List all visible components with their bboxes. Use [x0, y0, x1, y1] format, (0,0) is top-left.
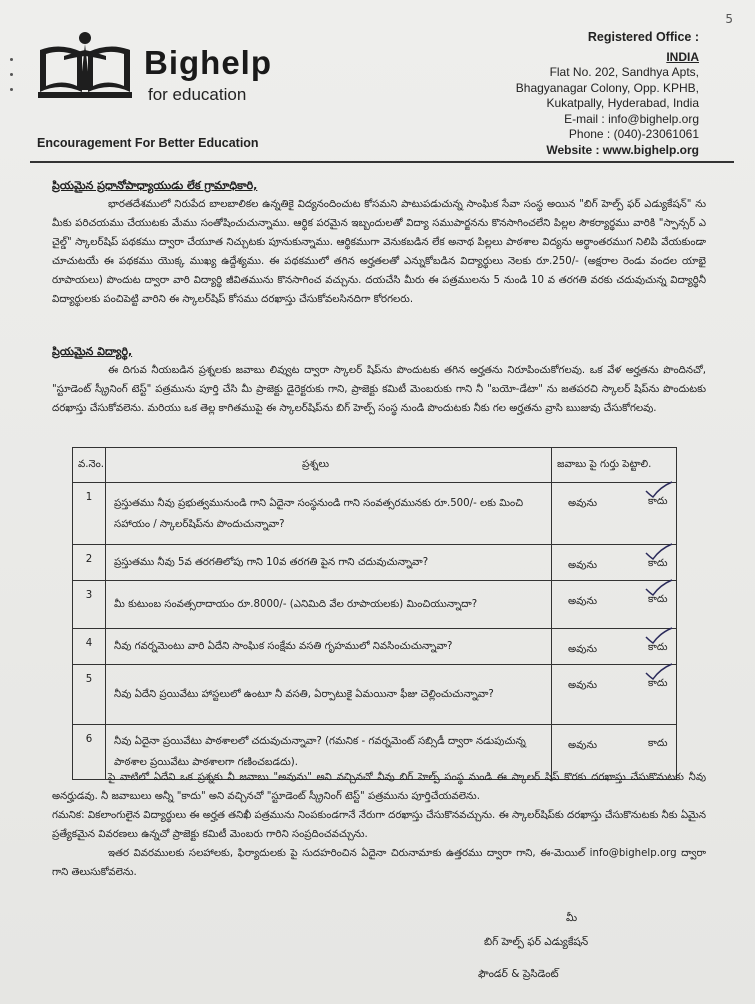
salutation-headmaster: ప్రియమైన ప్రధానోపాధ్యాయుడు లేక గ్రామాధికారి,	[52, 179, 258, 192]
checkmark-icon	[644, 543, 674, 561]
row-question: నీవు ఏదైనా ప్రయివేటు పాఠశాలలో చదువుచున్నావా? (గమనిక - గవర్నమెంట్ సబ్సిడీ ద్వారా నడుపుచున్న పాఠశాల ప్రయివేటు పాఠశాలగా గణించబడదు).	[106, 725, 552, 780]
brand-name: Bighelp	[144, 44, 272, 81]
row-num: 3	[73, 581, 106, 629]
page-number: 5	[725, 12, 733, 26]
row-question: నీవు గవర్నమెంటు వారి ఏదేని సాంఘిక సంక్షేమ వసతి గృహములో నివసించుచున్నావా?	[106, 629, 552, 665]
answer-cell	[552, 483, 677, 545]
letter-section-student	[52, 342, 706, 418]
office-phone: Phone : (040)-23061061	[568, 127, 699, 141]
row-question: ప్రస్తుతము నీవు 5వ తరగతిలోపు గాని 10వ తరగతి పైన గాని చదువుచున్నావా?	[106, 545, 552, 581]
book-person-icon	[36, 30, 134, 102]
closing-org: బిగ్ హెల్ప్ ఫర్ ఎడ్యుకేషన్	[484, 936, 589, 948]
paragraph-contact: ఇతర వివరములకు సలహాలకు, ఫిర్యాదులకు పై సుదహరించిన ఏదైనా చిరునామాకు ఉత్తరము ద్వారా గాని, ఈ-మెయిల్ info@bighelp.org ద్వారా గాని తెలుసుకోవలెను.	[52, 848, 706, 878]
office-country: INDIA	[666, 49, 699, 64]
row-question: ప్రస్తుతము నీవు ప్రభుత్వమునుండి గాని ఏదైనా సంస్థనుండి గాని సంవత్సరమునకు రూ.500/- లకు మించి సహాయం / స్కాలర్‌షిప్‌ను పొందుచున్నావా?	[106, 483, 552, 545]
row-num: 1	[73, 483, 106, 545]
paragraph-eligibility: పై వాటిలో ఏదేని ఒక ప్రశ్నకు నీ జవాబు "అవును" అని వచ్చినచో నీవు బిగ్ హెల్ప్ సంస్థ నుండి ఈ స్కాలర్ షిప్ కొరకు దరఖాస్తు చేసుకొనుటకు నీవు అనర్హుడవు. నీ జవాబులు అన్నీ "కాదు" అని వచ్చినచో "స్టూడెంట్ స్క్రీనింగ్ టెస్ట్" పత్రమును పూర్తిచేయవలెను.	[52, 772, 706, 802]
checkmark-icon	[644, 663, 674, 681]
checkmark-icon	[644, 627, 674, 645]
answer-no[interactable]: కాదు	[648, 594, 668, 605]
row-question: నీవు ఏదేని ప్రయివేటు హాస్టలులో ఉంటూ నీ వసతి, ఏర్పాటుకై ఏమయినా ఫీజు చెల్లించుచున్నావా?	[106, 665, 552, 725]
row-num: 4	[73, 629, 106, 665]
table-row	[73, 483, 677, 545]
salutation-student: ప్రియమైన విద్యార్థి,	[52, 345, 133, 358]
row-num: 2	[73, 545, 106, 581]
logo	[36, 28, 276, 108]
office-heading: Registered Office :	[587, 30, 699, 44]
table-header-row	[73, 448, 677, 483]
answer-no[interactable]: కాదు	[648, 678, 668, 689]
checkmark-icon	[644, 579, 674, 597]
letter-section-headmaster	[52, 176, 706, 309]
answer-yes[interactable]: అవును	[568, 680, 597, 691]
header-question: ప్రశ్నలు	[106, 448, 552, 483]
answer-cell	[552, 629, 677, 665]
answer-yes[interactable]: అవును	[568, 644, 597, 655]
header-divider	[30, 161, 734, 163]
closing-yours: మీ	[566, 912, 578, 924]
checkmark-icon	[644, 481, 674, 499]
answer-cell	[552, 545, 677, 581]
office-line2: Bhagyanagar Colony, Opp. KPHB,	[515, 80, 699, 95]
answer-cell	[552, 581, 677, 629]
row-num: 6	[73, 725, 106, 780]
answer-no[interactable]: కాదు	[648, 496, 668, 507]
office-line1: Flat No. 202, Sandhya Apts,	[549, 65, 699, 79]
table-row	[73, 665, 677, 725]
office-email: E-mail : info@bighelp.org	[564, 111, 699, 126]
row-num: 5	[73, 665, 106, 725]
answer-yes[interactable]: అవును	[568, 560, 597, 571]
answer-no[interactable]: కాదు	[648, 558, 668, 569]
tagline: Encouragement For Better Education	[37, 136, 259, 150]
letter-footer	[52, 768, 706, 882]
punch-marks	[10, 58, 14, 103]
paragraph-note: గమనిక: వికలాంగులైన విద్యార్థులు ఈ అర్హత తనిఖీ పత్రమును నింపకుండగానే నేరుగా దరఖాస్తు చేసుకొనవచ్చును. ఈ స్కాలర్‌షిప్‌కు దరఖాస్తు చేసుకొనుటకు నీకు ఏమైన ప్రత్యేకమైన వివరణలు ఉన్నచో ప్రాజెక్టు కమిటీ మెంబరు గారిని సంప్రదించవచ్చును.	[52, 810, 706, 840]
answer-yes[interactable]: అవును	[568, 740, 597, 751]
answer-no[interactable]: కాదు	[648, 738, 668, 749]
header-num: వ.నెం.	[73, 448, 106, 483]
answer-yes[interactable]: అవును	[568, 498, 597, 509]
answer-no[interactable]: కాదు	[648, 642, 668, 653]
office-line3: Kukatpally, Hyderabad, India	[546, 96, 699, 110]
paragraph-intro: భారతదేశములో నిరుపేద బాలబాలికల ఉన్నతికై విద్యనందించుట కోసమని పాటుపడుచున్న సాంఘిక సేవా సంస్థ అయిన "బిగ్ హెల్ప్ ఫర్ ఎడ్యుకేషన్" ను మీకు పరిచయము చేయుటకు మేము సంతోషించుచున్నాము. ఆర్థిక పరమైన ఇబ్బందులతో విద్యా సముపార్జనను కొనసాగించలేని పిల్లల సౌకర్యార్థము వారికి "స్పాన్సర్ ఎ చైల్డ్" స్కాలర్‌షిప్ పథకము ద్వారా చేయూత నిచ్చుటకు పూనుకున్నాము. ఆర్థికముగా వెనుకబడిన లేక అనాథ పిల్లలు పాఠశాల విద్యను అర్థాంతరముగ నిలిపి వేయకుండా చూచుటయే ఈ పథకము యొక్క ముఖ్య ఉద్దేశ్యము. ఈ పథకములో తగిన అర్హతలతో ఎన్నుకోబడిన విద్యార్థులు నెలకు రూ.250/- (అక్షరాల రెండు వందల యాభై రూపాయలు) పొందుట ద్వారా వారి విద్యార్థి జీవితమును కొనసాగించ వచ్చును. దయచేసి మీరు ఈ పత్రములను 5 నుండి 10 వ తరగతి వరకు చదువుచున్న విద్యార్థినీ విద్యార్థులకు పంచిపెట్టి వారిని ఈ స్కాలర్‌షిప్ కోసము దరఖాస్తు చేసుకోవలసినదిగా కోరగలరు.	[52, 199, 706, 305]
table-row	[73, 629, 677, 665]
answer-cell	[552, 665, 677, 725]
paragraph-instructions: ఈ దిగువ నీయబడిన ప్రశ్నలకు జవాబు లివ్వుట ద్వారా స్కాలర్ షిప్‌ను పొందుటకు తగిన అర్హతను నిరూపించుకోగలవు. ఒక వేళ అర్హతను పొందినచో, "స్టూడెంట్ స్క్రీనింగ్ టెస్ట్" పత్రమును పూర్తి చేసి మీ ప్రాజెక్టు డైరెక్టరుకు గాని, ప్రాజెక్టు కమిటీ మెంబరుకు గాని నీ "బయో-డేటా" ను జతపరచి స్కాలర్ షిప్‌ను పొందుటకు దరఖాస్తు చేసుకోవలెను. మరియు ఒక తెల్ల కాగితముపై ఈ స్కాలర్‌షిప్‌ను బిగ్ హెల్ప్ సంస్థ నుండి పొందుటకు నీకు గల అర్హతను వ్రాసి ఋజువు చేసుకోగలవు.	[52, 365, 706, 414]
eligibility-table	[72, 447, 677, 780]
registered-office	[516, 30, 699, 158]
brand-subtitle: for education	[148, 85, 247, 104]
closing-signatory: ఫౌండర్ & ప్రెసిడెంట్	[478, 968, 559, 980]
table-row	[73, 581, 677, 629]
table-row	[73, 545, 677, 581]
answer-yes[interactable]: అవును	[568, 596, 597, 607]
row-question: మీ కుటుంబ సంవత్సరాదాయం రూ.8000/- (ఎనిమిది వేల రూపాయలకు) మించియున్నాదా?	[106, 581, 552, 629]
header-answer: జవాబు పై గుర్తు పెట్టాలి.	[552, 448, 677, 483]
office-website: Website : www.bighelp.org	[546, 142, 699, 157]
